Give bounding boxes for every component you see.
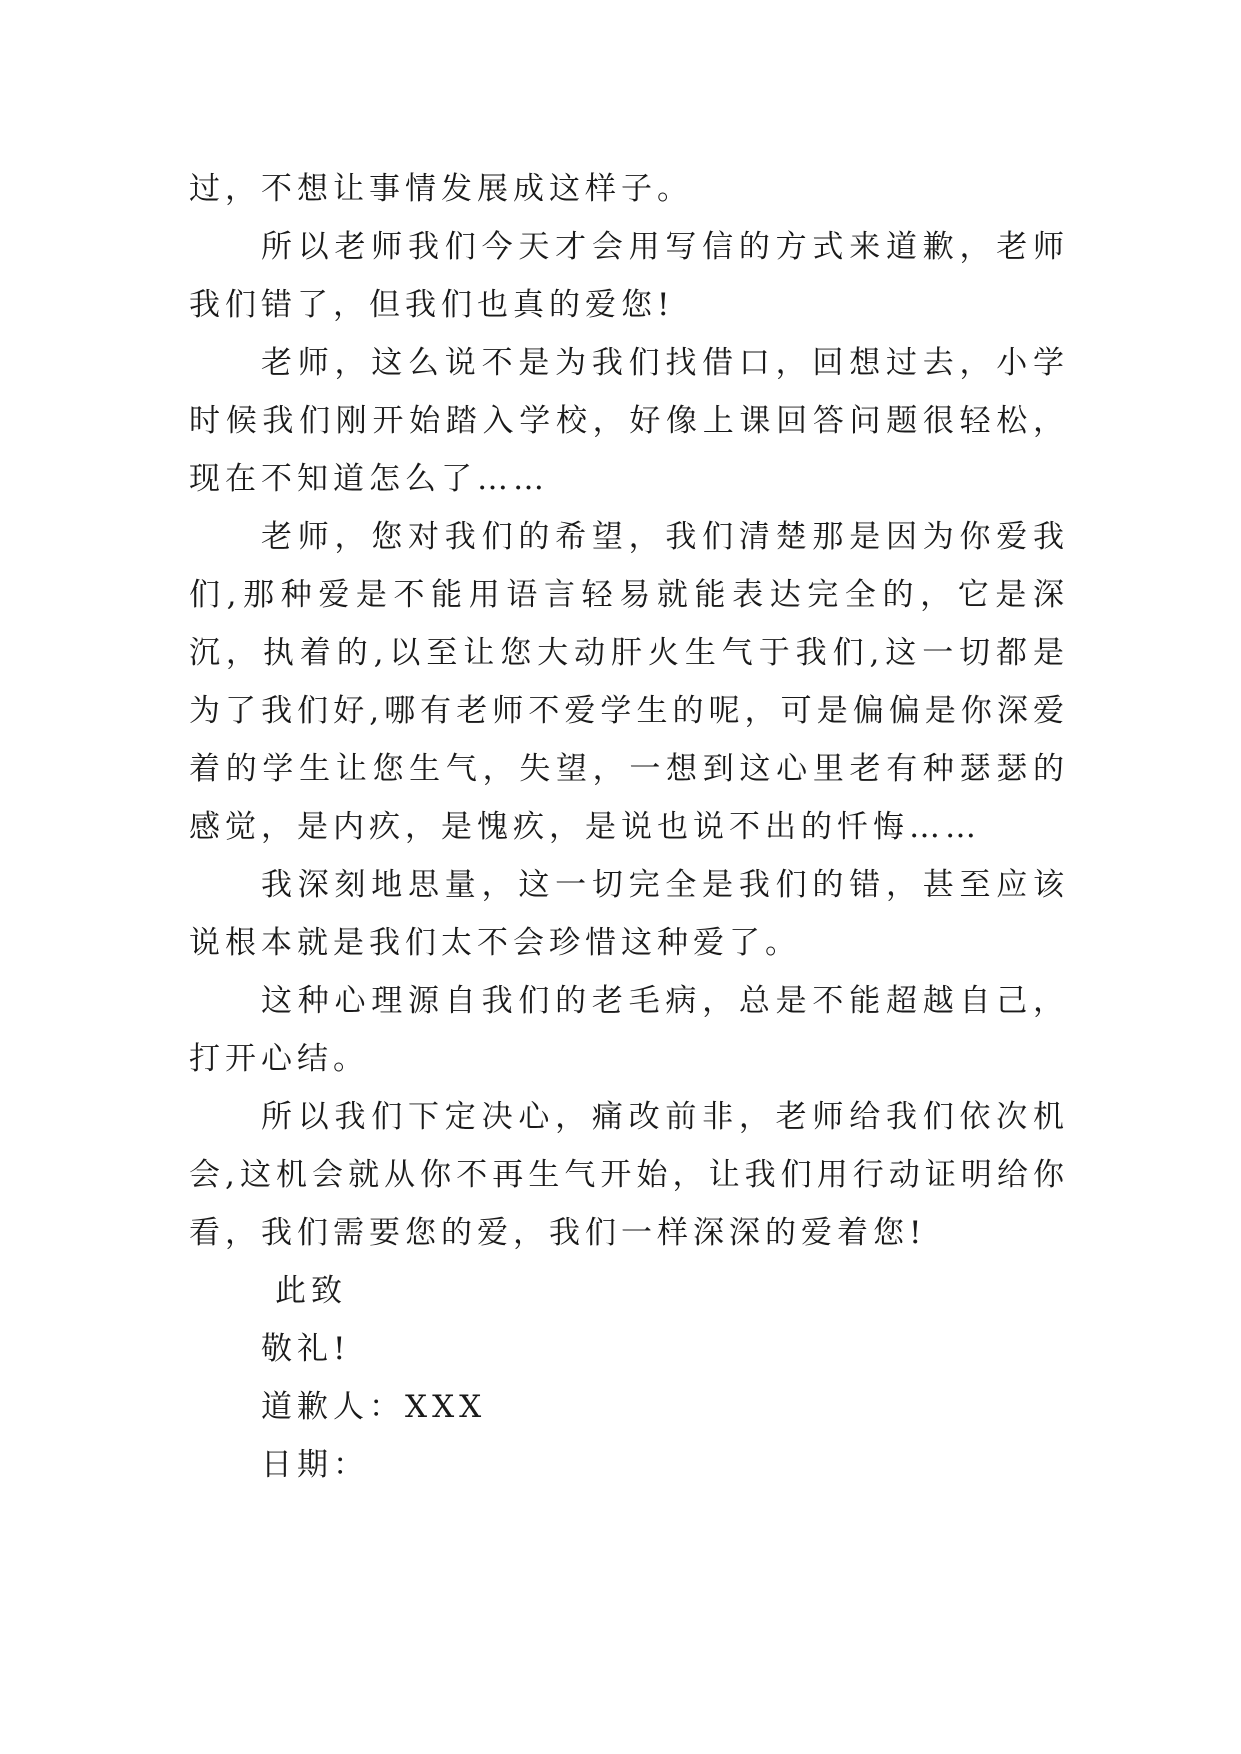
- paragraph-continuation: 过，不想让事情发展成这样子。: [189, 171, 693, 207]
- paragraph: 老师，这么说不是为我们找借口，回想过去，小学时候我们刚开始踏入学校，好像上课回答问题很轻松，现在不知道怎么了……: [189, 345, 1069, 497]
- closing-regards: 敬礼!: [261, 1331, 351, 1367]
- letter-body: [189, 160, 1069, 1494]
- paragraph: 所以老师我们今天才会用写信的方式来道歉，老师我们错了，但我们也真的爱您!: [189, 229, 1069, 323]
- paragraph: 老师，您对我们的希望，我们清楚那是因为你爱我们,那种爱是不能用语言轻易就能表达完全的，它是深沉，执着的,以至让您大动肝火生气于我们,这一切都是为了我们好,哪有老师不爱学生的呢，可是偏偏是你深爱着的学生让您生气，失望，一想到这心里老有种瑟瑟的感觉，是内疚，是愧疚，是说也说不出的忏悔……: [189, 519, 1069, 845]
- signer-line: 道歉人：XXX: [261, 1389, 487, 1425]
- date-line: 日期：: [261, 1447, 369, 1483]
- paragraph: 这种心理源自我们的老毛病，总是不能超越自己，打开心结。: [189, 983, 1069, 1077]
- closing-salutation: 此致: [275, 1273, 347, 1309]
- paragraph: 我深刻地思量，这一切完全是我们的错，甚至应该说根本就是我们太不会珍惜这种爱了。: [189, 867, 1069, 961]
- paragraph: 所以我们下定决心，痛改前非，老师给我们依次机会,这机会就从你不再生气开始，让我们用行动证明给你看，我们需要您的爱，我们一样深深的爱着您!: [189, 1099, 1069, 1251]
